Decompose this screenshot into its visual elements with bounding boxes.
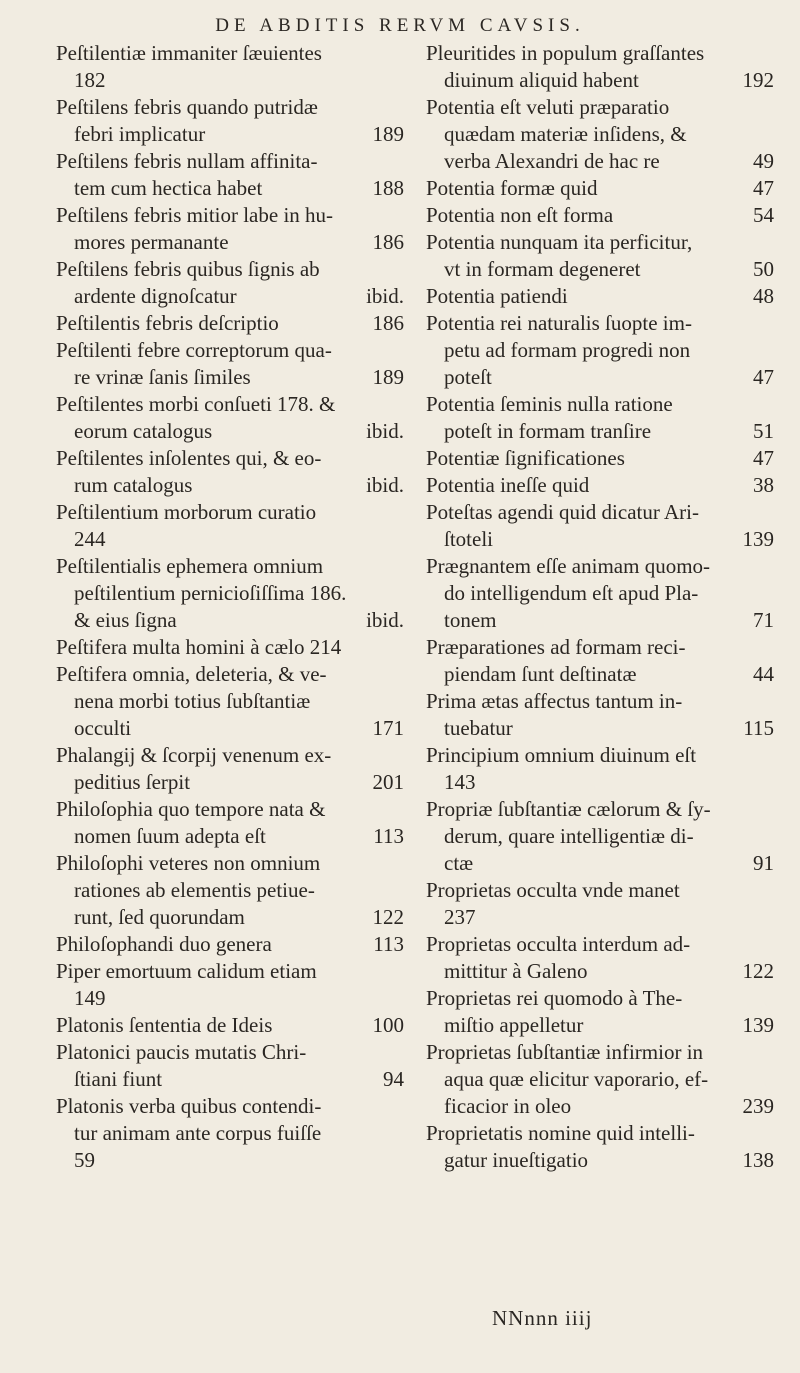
- index-entry-line: [426, 985, 774, 1012]
- entry-text: verba Alexandri de hac re: [444, 149, 660, 173]
- entry-text: Peſtilentes inſolentes qui, & eo-: [56, 446, 322, 470]
- entry-text: vt in formam degeneret: [444, 257, 641, 281]
- running-head: DE ABDITIS RERVM CAVSIS.: [215, 15, 585, 36]
- index-entry-line: [426, 364, 774, 391]
- index-entry-line: [426, 769, 774, 796]
- index-entry: [426, 499, 774, 553]
- page-reference: 47: [753, 365, 774, 389]
- index-entry-line: [426, 121, 774, 148]
- index-entry-line: [56, 985, 404, 1012]
- page-reference: 201: [372, 770, 404, 794]
- index-entry-line: [426, 337, 774, 364]
- index-entry-line: [56, 796, 404, 823]
- index-entry: [56, 94, 404, 148]
- entry-text: ardente dignoſcatur: [74, 284, 237, 308]
- entry-text: peſtilentium pernicioſiſſima 186.: [74, 581, 347, 605]
- index-entry-line: [426, 742, 774, 769]
- page-reference: 115: [743, 716, 774, 740]
- page-reference: 44: [753, 662, 774, 686]
- index-entry: [56, 1039, 404, 1093]
- index-entry-line: [56, 742, 404, 769]
- entry-text: mittitur à Galeno: [444, 959, 588, 983]
- page-reference: 113: [373, 932, 404, 956]
- index-entry-line: [426, 904, 774, 931]
- entry-text: Peſtilens febris nullam affinita-: [56, 149, 318, 173]
- index-entry: [426, 796, 774, 877]
- entry-text: Peſtilentiæ immaniter ſæuientes: [56, 41, 322, 65]
- entry-text: miſtio appelletur: [444, 1013, 584, 1037]
- entry-text: ficacior in oleo: [444, 1094, 572, 1118]
- entry-text: Principium omnium diuinum eſt: [426, 743, 697, 767]
- entry-text: Potentia non eſt forma: [426, 203, 614, 227]
- page-reference: 54: [753, 203, 774, 227]
- entry-text: Potentia rei naturalis ſuopte im-: [426, 311, 692, 335]
- index-entry-line: [56, 283, 404, 310]
- page-reference: 50: [753, 257, 774, 281]
- index-entry-line: [426, 67, 774, 94]
- entry-text: Potentiæ ſignificationes: [426, 446, 625, 470]
- index-entry: [426, 985, 774, 1039]
- index-entry-line: [426, 607, 774, 634]
- page-reference: 48: [753, 284, 774, 308]
- index-entry-line: [56, 472, 404, 499]
- index-entry-line: [426, 823, 774, 850]
- entry-text: Peſtifera omnia, deleteria, & ve-: [56, 662, 327, 686]
- index-entry: [56, 391, 404, 445]
- index-entry-line: [426, 256, 774, 283]
- entry-text: derum, quare intelligentiæ di-: [444, 824, 694, 848]
- entry-text: Platonici paucis mutatis Chri-: [56, 1040, 307, 1064]
- index-entry-line: [56, 823, 404, 850]
- page-reference: ibid.: [366, 608, 404, 632]
- index-entry-line: [426, 634, 774, 661]
- index-entry-line: [426, 202, 774, 229]
- index-entry-line: [56, 310, 404, 337]
- index-entry-line: [426, 445, 774, 472]
- entry-text: peditius ſerpit: [74, 770, 191, 794]
- entry-text: Prægnantem eſſe animam quomo-: [426, 554, 711, 578]
- entry-text: tur animam ante corpus fuiſſe: [74, 1121, 322, 1145]
- index-entry-line: [56, 1066, 404, 1093]
- entry-text: Pleuritides in populum graſſantes: [426, 41, 705, 65]
- index-entry-line: [426, 1147, 774, 1174]
- index-entry-line: [56, 850, 404, 877]
- entry-text: occulti: [74, 716, 132, 740]
- index-entry-line: [56, 1147, 404, 1174]
- index-entry: [426, 1039, 774, 1120]
- page-reference: 47: [753, 446, 774, 470]
- entry-text: runt, ſed quorundam: [74, 905, 245, 929]
- entry-text: 149: [74, 986, 106, 1010]
- index-entry-line: [426, 1093, 774, 1120]
- index-entry-line: [426, 418, 774, 445]
- index-entry-line: [56, 445, 404, 472]
- index-entry-line: [426, 1066, 774, 1093]
- index-entry: [56, 634, 404, 661]
- entry-text: rum catalogus: [74, 473, 193, 497]
- entry-text: 182: [74, 68, 106, 92]
- index-entry: [426, 283, 774, 310]
- index-entry-line: [426, 229, 774, 256]
- index-entry-line: [426, 661, 774, 688]
- entry-text: mores permanante: [74, 230, 229, 254]
- index-entry-line: [56, 661, 404, 688]
- index-entry-line: [56, 688, 404, 715]
- entry-text: Potentia formæ quid: [426, 176, 598, 200]
- entry-text: Proprietas rei quomodo à The-: [426, 986, 683, 1010]
- index-entry-line: [56, 256, 404, 283]
- index-entry: [56, 931, 404, 958]
- index-entry-line: [426, 715, 774, 742]
- index-entry-line: [426, 283, 774, 310]
- entry-text: eorum catalogus: [74, 419, 213, 443]
- index-entry-line: [426, 148, 774, 175]
- entry-text: gatur inueſtigatio: [444, 1148, 589, 1172]
- entry-text: poteſt in formam tranſire: [444, 419, 652, 443]
- index-entry-line: [56, 931, 404, 958]
- page-reference: 47: [753, 176, 774, 200]
- entry-text: Proprietas occulta vnde manet: [426, 878, 680, 902]
- index-entry-line: [56, 499, 404, 526]
- index-entry: [56, 445, 404, 499]
- index-entry-line: [426, 391, 774, 418]
- index-entry-line: [56, 175, 404, 202]
- index-entry-line: [56, 202, 404, 229]
- index-entry: [426, 877, 774, 931]
- index-entry: [56, 958, 404, 1012]
- entry-text: Proprietas occulta interdum ad-: [426, 932, 691, 956]
- page-reference: 100: [372, 1013, 404, 1037]
- entry-text: Peſtifera multa homini à cælo 214: [56, 635, 342, 659]
- index-entry-line: [426, 850, 774, 877]
- index-entry: [56, 202, 404, 256]
- index-entry-line: [426, 94, 774, 121]
- index-entry-line: [56, 364, 404, 391]
- index-entry-line: [426, 688, 774, 715]
- page-reference: ibid.: [366, 284, 404, 308]
- page-reference: 186: [372, 311, 404, 335]
- page-reference: 186: [372, 230, 404, 254]
- entry-text: nena morbi totius ſubſtantiæ: [74, 689, 311, 713]
- index-entry-line: [56, 607, 404, 634]
- page-reference: 113: [373, 824, 404, 848]
- entry-text: re vrinæ ſanis ſimiles: [74, 365, 251, 389]
- index-entry-line: [56, 904, 404, 931]
- index-entry-line: [56, 526, 404, 553]
- index-entry-line: [56, 391, 404, 418]
- page-reference: 51: [753, 419, 774, 443]
- entry-text: Potentia ineſſe quid: [426, 473, 590, 497]
- entry-text: Philoſophia quo tempore nata &: [56, 797, 326, 821]
- entry-text: Potentia ſeminis nulla ratione: [426, 392, 673, 416]
- index-entry-line: [426, 526, 774, 553]
- entry-text: Potentia patiendi: [426, 284, 568, 308]
- index-entry-line: [426, 1120, 774, 1147]
- page-reference: 91: [753, 851, 774, 875]
- entry-text: Peſtilentes morbi conſueti 178. &: [56, 392, 336, 416]
- index-entry-line: [426, 175, 774, 202]
- index-entry: [426, 553, 774, 634]
- index-entry-line: [56, 67, 404, 94]
- entry-text: petu ad formam progredi non: [444, 338, 691, 362]
- page-reference: 94: [383, 1067, 404, 1091]
- index-entry-line: [426, 1039, 774, 1066]
- index-entry: [426, 310, 774, 391]
- entry-text: Peſtilens febris mitior labe in hu-: [56, 203, 334, 227]
- page-reference: 188: [372, 176, 404, 200]
- page-reference: 71: [753, 608, 774, 632]
- index-entry: [426, 229, 774, 283]
- index-entry: [426, 202, 774, 229]
- entry-text: Piper emortuum calidum etiam: [56, 959, 317, 983]
- entry-text: Philoſophi veteres non omnium: [56, 851, 321, 875]
- entry-text: rationes ab elementis petiue-: [74, 878, 315, 902]
- entry-text: tonem: [444, 608, 497, 632]
- page-reference: 49: [753, 149, 774, 173]
- page-reference: ibid.: [366, 419, 404, 443]
- index-entry-line: [56, 769, 404, 796]
- index-entry-line: [426, 310, 774, 337]
- entry-text: Præparationes ad formam reci-: [426, 635, 686, 659]
- index-entry: [56, 553, 404, 634]
- index-column-right: [426, 40, 774, 1174]
- index-entry: [426, 391, 774, 445]
- entry-text: Potentia nunquam ita perficitur,: [426, 230, 693, 254]
- index-entry: [56, 796, 404, 850]
- index-entry: [426, 445, 774, 472]
- entry-text: do intelligendum eſt apud Pla-: [444, 581, 699, 605]
- index-entry-line: [426, 553, 774, 580]
- entry-text: Peſtilenti febre correptorum qua-: [56, 338, 332, 362]
- index-entry-line: [56, 1120, 404, 1147]
- index-entry: [426, 175, 774, 202]
- index-entry: [56, 1012, 404, 1039]
- index-entry-line: [56, 229, 404, 256]
- entry-text: Philoſophandi duo genera: [56, 932, 272, 956]
- index-entry-line: [426, 796, 774, 823]
- index-entry: [56, 337, 404, 391]
- entry-text: Proprietatis nomine quid intelli-: [426, 1121, 695, 1145]
- index-entry: [56, 499, 404, 553]
- index-entry-line: [56, 121, 404, 148]
- entry-text: quædam materiæ inſidens, &: [444, 122, 687, 146]
- index-entry-line: [426, 580, 774, 607]
- index-entry: [56, 148, 404, 202]
- index-entry: [56, 661, 404, 742]
- entry-text: Phalangij & ſcorpij venenum ex-: [56, 743, 332, 767]
- index-entry-line: [56, 1039, 404, 1066]
- index-entry-line: [56, 94, 404, 121]
- index-entry-line: [56, 40, 404, 67]
- entry-text: & eius ſigna: [74, 608, 177, 632]
- index-column-left: [56, 40, 404, 1174]
- index-entry: [56, 850, 404, 931]
- page-reference: 138: [742, 1148, 774, 1172]
- index-entry: [426, 688, 774, 742]
- index-entry: [426, 40, 774, 94]
- page-reference: 239: [742, 1094, 774, 1118]
- index-entry: [56, 742, 404, 796]
- index-entry-line: [426, 499, 774, 526]
- index-entry-line: [56, 715, 404, 742]
- index-entry: [56, 1093, 404, 1174]
- page-reference: 38: [753, 473, 774, 497]
- page-reference: 139: [742, 1013, 774, 1037]
- entry-text: ſtoteli: [444, 527, 493, 551]
- index-entry-line: [426, 931, 774, 958]
- entry-text: Prima ætas affectus tantum in-: [426, 689, 683, 713]
- index-entry-line: [56, 580, 404, 607]
- index-entry: [426, 742, 774, 796]
- index-entry-line: [56, 148, 404, 175]
- entry-text: poteſt: [444, 365, 492, 389]
- page-reference: 189: [372, 122, 404, 146]
- signature-mark: NNnnn iiij: [492, 1306, 593, 1330]
- entry-text: 59: [74, 1148, 95, 1172]
- entry-text: Peſtilens febris quibus ſignis ab: [56, 257, 320, 281]
- index-entry: [426, 94, 774, 175]
- entry-text: Platonis ſententia de Ideis: [56, 1013, 273, 1037]
- entry-text: 244: [74, 527, 106, 551]
- page-reference: 192: [742, 68, 774, 92]
- index-entry-line: [426, 877, 774, 904]
- index-entry-line: [56, 877, 404, 904]
- index-entry-line: [56, 418, 404, 445]
- index-entry-line: [426, 1012, 774, 1039]
- index-entry: [426, 931, 774, 985]
- index-entry-line: [56, 1012, 404, 1039]
- page-reference: 139: [742, 527, 774, 551]
- entry-text: aqua quæ elicitur vaporario, ef-: [444, 1067, 709, 1091]
- entry-text: Peſtilentialis ephemera omnium: [56, 554, 324, 578]
- index-entry-line: [56, 1093, 404, 1120]
- entry-text: tuebatur: [444, 716, 513, 740]
- index-entry-line: [56, 634, 404, 661]
- entry-text: nomen ſuum adepta eſt: [74, 824, 266, 848]
- index-entry-line: [426, 472, 774, 499]
- index-entry: [426, 634, 774, 688]
- entry-text: tem cum hectica habet: [74, 176, 263, 200]
- page-reference: ibid.: [366, 473, 404, 497]
- entry-text: Propriæ ſubſtantiæ cælorum & ſy-: [426, 797, 711, 821]
- entry-text: 143: [444, 770, 476, 794]
- index-entry-line: [426, 40, 774, 67]
- index-entry: [56, 310, 404, 337]
- page-reference: 171: [372, 716, 404, 740]
- entry-text: diuinum aliquid habent: [444, 68, 639, 92]
- index-entry: [56, 256, 404, 310]
- index-entry: [426, 1120, 774, 1174]
- entry-text: Peſtilens febris quando putridæ: [56, 95, 318, 119]
- entry-text: piendam ſunt deſtinatæ: [444, 662, 637, 686]
- entry-text: Poteſtas agendi quid dicatur Ari-: [426, 500, 699, 524]
- entry-text: Potentia eſt veluti præparatio: [426, 95, 670, 119]
- page-reference: 122: [372, 905, 404, 929]
- index-entry-line: [56, 337, 404, 364]
- entry-text: Peſtilentis febris deſcriptio: [56, 311, 279, 335]
- index-entry: [56, 40, 404, 94]
- index-entry-line: [56, 958, 404, 985]
- index-entry: [426, 472, 774, 499]
- entry-text: 237: [444, 905, 476, 929]
- entry-text: febri implicatur: [74, 122, 206, 146]
- entry-text: Platonis verba quibus contendi-: [56, 1094, 322, 1118]
- page-reference: 122: [742, 959, 774, 983]
- entry-text: ctæ: [444, 851, 474, 875]
- entry-text: Proprietas ſubſtantiæ infirmior in: [426, 1040, 704, 1064]
- index-entry-line: [56, 553, 404, 580]
- entry-text: ſtiani fiunt: [74, 1067, 163, 1091]
- page-reference: 189: [372, 365, 404, 389]
- index-entry-line: [426, 958, 774, 985]
- entry-text: Peſtilentium morborum curatio: [56, 500, 317, 524]
